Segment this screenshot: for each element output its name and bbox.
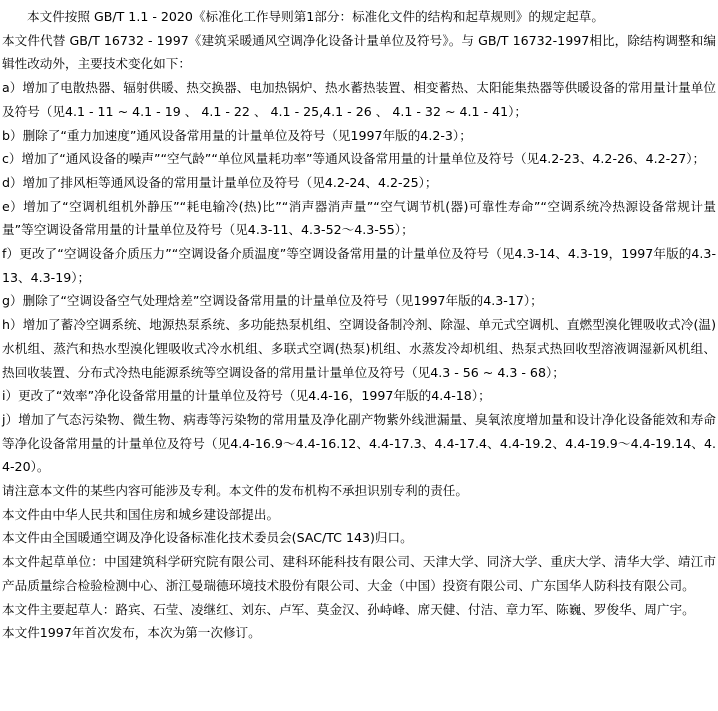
change-item-e: e）增加了“空调机组机外静压”“耗电输冷(热)比”“消声器消声量”“空气调节机(器)可靠性寿命”“空调系统冷热源设备常规计量量”等空调设备常用量的计量单位及符号（见4.3-11、4.3-52～4.3-55）； bbox=[2, 198, 716, 238]
change-item-i: i）更改了“效率”净化设备常用量的计量单位及符号（见4.4-16，1997年版的4.4-18）； bbox=[2, 388, 491, 404]
replacement-statement: 本文件代替 GB/T 16732 - 1997《建筑采暖通风空调净化设备计量单位及符号》。与 GB/T 16732-1997相比，除结构调整和编辑性改动外，主要技术变化如下： bbox=[2, 32, 716, 72]
proposer-statement: 本文件由中华人民共和国住房和城乡建设部提出。 bbox=[2, 506, 280, 522]
publication-history: 本文件1997年首次发布，本次为第一次修订。 bbox=[2, 625, 261, 641]
committee-statement: 本文件由全国暖通空调及净化设备标准化技术委员会(SAC/TC 143)归口。 bbox=[2, 530, 413, 546]
main-drafters: 本文件主要起草人：路宾、石莹、凌继红、刘东、卢军、莫金汉、孙峙峰、席天健、付洁、章力军、陈巍、罗俊华、周广宇。 bbox=[2, 601, 695, 617]
change-item-a: a）增加了电散热器、辐射供暖、热交换器、电加热锅炉、热水蓄热装置、相变蓄热、太阳能集热器等供暖设备的常用量计量单位及符号（见4.1 - 11 ~ 4.1 - 19 、 4.1 - 22 、 4.1 - 25,4.1 - 26 、 4.1 - 32 ~ 4.1 - 41）； bbox=[2, 80, 716, 119]
drafting-organizations: 本文件起草单位：中国建筑科学研究院有限公司、建科环能科技有限公司、天津大学、同济大学、重庆大学、清华大学、靖江市产品质量综合检验检测中心、浙江曼瑞德环境技术股份有限公司、大金（中国）投资有限公司、广东国华人防科技有限公司。 bbox=[2, 554, 716, 593]
change-item-g: g）删除了“空调设备空气处理焓差”空调设备常用量的计量单位及符号（见1997年版的4.3-17）； bbox=[2, 293, 543, 309]
drafting-rules-statement: 本文件按照 GB/T 1.1 - 2020《标准化工作导则第1部分：标准化文件的结构和起草规则》的规定起草。 bbox=[27, 9, 604, 24]
change-item-b: b）删除了“重力加速度”通风设备常用量的计量单位及符号（见1997年版的4.2-3）； bbox=[2, 127, 472, 143]
change-item-c: c）增加了“通风设备的噪声”“空气龄”“单位风量耗功率”等通风设备常用量的计量单位及符号（见4.2-23、4.2-26、4.2-27）； bbox=[2, 151, 706, 167]
change-item-f: f）更改了“空调设备介质压力”“空调设备介质温度”等空调设备常用量的计量单位及符号（见4.3-14、4.3-19，1997年版的4.3-13、4.3-19）； bbox=[2, 246, 716, 285]
change-item-j: j）增加了气态污染物、微生物、病毒等污染物的常用量及净化副产物紫外线泄漏量、臭氧浓度增加量和设计净化设备能效和寿命等净化设备常用量的计量单位及符号（见4.4-16.9～4.4-16.12、4.4-17.3、4.4-17.4、4.4-19.2、4.4-19.9～4.4-19.14、4.4-20）。 bbox=[2, 411, 716, 475]
change-item-h: h）增加了蓄冷空调系统、地源热泵系统、多功能热泵机组、空调设备制冷剂、除湿、单元式空调机、直燃型溴化锂吸收式冷(温)水机组、蒸汽和热水型溴化锂吸收式冷水机组、多联式空调(热泵)机组、水蒸发冷却机组、热泵式热回收型溶液调湿新风机组、热回收装置、分布式冷热电能源系统等空调设备的常用量计量单位及符号（见4.3 - 56 ~ 4.3 - 68）； bbox=[2, 317, 716, 380]
change-item-d: d）增加了排风柜等通风设备的常用量计量单位及符号（见4.2-24、4.2-25）； bbox=[2, 174, 438, 190]
patent-notice: 请注意本文件的某些内容可能涉及专利。本文件的发布机构不承担识别专利的责任。 bbox=[2, 483, 468, 499]
